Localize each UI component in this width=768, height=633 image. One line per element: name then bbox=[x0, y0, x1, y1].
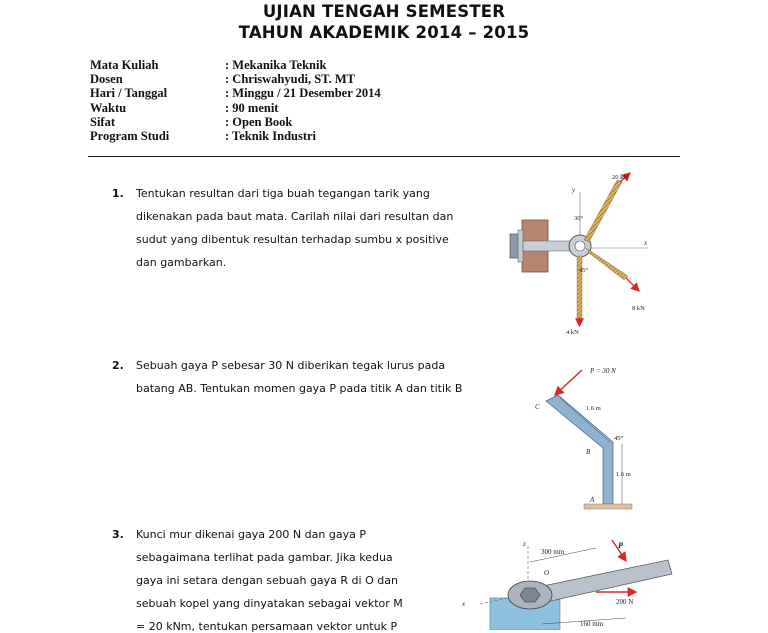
point-b-label: B bbox=[586, 448, 591, 456]
force-arrow-8kn bbox=[626, 278, 639, 291]
info-row-duration bbox=[90, 101, 381, 115]
exam-title: UJIAN TENGAH SEMESTER bbox=[262, 2, 506, 21]
dimension-label-lower: 1.6 m bbox=[616, 471, 631, 478]
info-row-program bbox=[90, 129, 381, 143]
dimension-label-300: 300 mm bbox=[541, 548, 565, 556]
info-label: Hari / Tanggal bbox=[90, 86, 168, 101]
header-divider bbox=[88, 156, 680, 157]
angle-label-30: 30° bbox=[574, 215, 584, 222]
question-text-line: sudut yang dibentuk resultan terhadap sumbu x positive bbox=[136, 233, 449, 246]
x-axis-label: x bbox=[462, 600, 466, 608]
info-value: : 90 menit bbox=[225, 100, 279, 115]
info-row-date bbox=[90, 86, 381, 100]
ground-support bbox=[584, 504, 632, 509]
info-value: : Minggu / 21 Desember 2014 bbox=[225, 86, 381, 101]
angle-label-45: 45° bbox=[614, 435, 624, 442]
info-row-lecturer bbox=[90, 72, 381, 86]
info-label: Mata Kuliah bbox=[90, 58, 159, 72]
question-text-line: dan gambarkan. bbox=[136, 256, 227, 269]
cable-4kn bbox=[577, 256, 582, 318]
wrench-handle bbox=[538, 560, 672, 603]
info-label: Dosen bbox=[90, 72, 123, 87]
info-value: : Teknik Industri bbox=[225, 129, 317, 144]
cable-8kn bbox=[586, 248, 628, 280]
question-text-line: batang AB. Tentukan momen gaya P pada titik A dan titik B bbox=[136, 382, 463, 395]
question-text-line: Tentukan resultan dari tiga buah tegangan tarik yang bbox=[136, 187, 430, 200]
bolt-washer bbox=[518, 230, 523, 262]
dimension-line-upper bbox=[560, 398, 610, 442]
force-arrow-p bbox=[555, 370, 582, 395]
wrench-figure bbox=[446, 532, 686, 630]
bar-member bbox=[546, 395, 613, 504]
force-label-200n: 200 N bbox=[616, 598, 634, 606]
point-a-label: A bbox=[590, 496, 595, 504]
force-label-p: P bbox=[618, 541, 623, 550]
question-text-line: sebagaimana terlihat pada gambar. Jika kedua bbox=[136, 551, 393, 564]
exam-info-block bbox=[90, 58, 381, 143]
question-number: 3. bbox=[112, 528, 124, 541]
question-text-line: Kunci mur dikenai gaya 200 N dan gaya P bbox=[136, 528, 366, 541]
question-number: 1. bbox=[112, 187, 124, 200]
info-row-nature bbox=[90, 115, 381, 129]
info-value: : Open Book bbox=[225, 114, 293, 129]
info-label: Program Studi bbox=[90, 129, 170, 144]
force-label-p: P = 30 N bbox=[590, 367, 616, 375]
info-label: Sifat bbox=[90, 114, 115, 129]
academic-year-title: TAHUN AKADEMIK 2014 – 2015 bbox=[238, 23, 530, 42]
info-value: : Mekanika Teknik bbox=[225, 58, 327, 72]
force-label-8kn: 8 kN bbox=[632, 305, 645, 312]
force-label-4kn: 4 kN bbox=[566, 329, 579, 336]
question-text-line: dikenakan pada baut mata. Carilah nilai dari resultan dan bbox=[136, 210, 454, 223]
info-label: Waktu bbox=[90, 100, 127, 115]
z-axis-label: z bbox=[523, 540, 526, 548]
eye-hole bbox=[575, 241, 585, 251]
point-o-label: O bbox=[544, 569, 550, 577]
dimension-label-upper: 1.6 m bbox=[586, 405, 601, 412]
eye-bolt-figure bbox=[500, 168, 670, 338]
question-number: 2. bbox=[112, 359, 124, 372]
cable-20kn bbox=[584, 180, 622, 242]
angle-label-45: 45° bbox=[579, 267, 589, 274]
x-axis-label: x bbox=[644, 239, 648, 247]
point-c-label: C bbox=[535, 403, 540, 411]
info-row-course bbox=[90, 58, 381, 72]
question-text-line: Sebuah gaya P sebesar 30 N diberikan tegak lurus pada bbox=[136, 359, 446, 372]
question-text-line: gaya ini setara dengan sebuah gaya R di O dan bbox=[136, 574, 398, 587]
bolt-shank bbox=[523, 241, 571, 251]
y-axis-label: y bbox=[572, 186, 576, 194]
force-label-20kn: 20 kN bbox=[612, 174, 629, 181]
question-text-line: = 20 kNm, tentukan persamaan vektor untuk P bbox=[136, 620, 398, 633]
question-text-line: sebuah kopel yang dinyatakan sebagai vektor M bbox=[136, 597, 403, 610]
bent-bar-figure bbox=[528, 362, 658, 514]
info-value: : Chriswahyudi, ST. MT bbox=[225, 72, 356, 87]
dimension-label-160: 160 mm bbox=[580, 620, 604, 628]
